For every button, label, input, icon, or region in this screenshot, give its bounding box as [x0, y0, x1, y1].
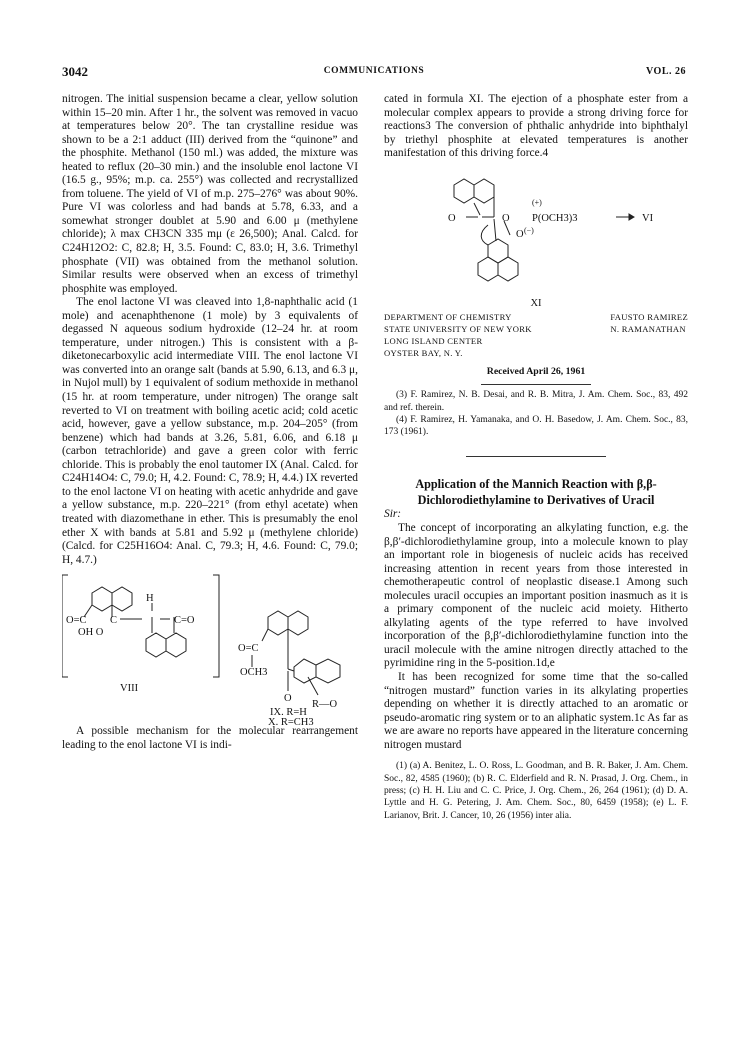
right-column	[384, 93, 688, 822]
label-ix: IX. R=H	[270, 707, 307, 719]
institution-block: DEPARTMENT OF CHEMISTRY STATE UNIVERSITY OF NEW YORK LONG ISLAND CENTER OYSTER BAY, N. Y.	[384, 311, 532, 358]
volume-label: VOL. 26	[646, 66, 686, 77]
author-names: FAUSTO RAMIREZ N. RAMANATHAN	[610, 311, 688, 334]
running-title: COMMUNICATIONS	[323, 66, 425, 76]
left-paragraph-2: The enol lactone VI was cleaved into 1,8-naphthalic acid (1 mole) and acenaphthenone (1 mole) by 3 equivalents of degassed N aqueous sodium hydroxide (12–24 hr. at room temperature, under nitrogen.) This is consistent with a β-diketonecarboxylic acid intermediate VIII. The enol lactone VI was converted into an orange salt (bands at 5.90, 6.13, and 6.3 μ, in Nujol mull) by 1 equivalent of sodium methoxide in methanol (15 hr. at room temperature, under nitrogen) The orange salt reverted to VI on treatment with boiling acetic acid; cold acetic acid, however, gave a yellow substance, m.p. 204–205° (from benzene) which had bands at 3.26, 5.81, 6.06, and 6.18 μ (carbon tetrachloride) and gave a green color with ferric chloride. This is probably the enol tautomer IX (Anal. Calcd. for C24H14O4: C, 79.0; H, 4.2. Found: C, 78.9; H, 4.4.) IX reverted to the enol lactone VI on heating with acetic anhydride and gave a yellow substance, m.p. 220–221° (from ethyl acetate) when treated with diazomethane in ether. This is presumably the enol ether X with bands at 5.81 and 5.92 μ (methylene chloride) (Calcd. for C25H16O4: Anal. C, 79.3; H, 4.6. Found: C, 79.0; H, 4.7.)	[62, 296, 358, 566]
xi-phosphonium: P(OCH3)3	[532, 212, 578, 224]
reference-4: (4) F. Ramirez, H. Yamanaka, and O. H. Basedow, J. Am. Chem. Soc., 83, 173 (1961).	[384, 414, 688, 438]
xi-charge-plus: (+)	[532, 197, 542, 207]
label-xi: XI	[530, 297, 542, 309]
right-paragraph-2: The concept of incorporating an alkylating function, e.g. the β,β′-dichlorodiethylamine group, into a molecule known to play an important role in biogenesis of nucleic acids has received increasing attention in recent years from those interested in chemotherapeutic control of neoplastic disease.1 Among such molecules uracil occupies an important position inasmuch as it is a primary component of the nucleic acid moiety. Hitherto alkylating agents of the type referred to have involved incorporation of the β,β′-dichlorodiethylamine function into the uracil molecule with the amine nitrogen directly attached to the pyrimidine ring in the 5-position.1d,e	[384, 522, 688, 670]
x-methoxy: OCH3	[240, 667, 268, 679]
structure-figure-xi	[384, 161, 688, 297]
received-date: Received April 26, 1961	[486, 365, 586, 377]
ix-keto-oxygen: O	[284, 693, 292, 705]
divider-short	[481, 384, 591, 385]
left-column	[62, 93, 358, 752]
reference-3: (3) F. Ramirez, N. B. Desai, and R. B. Mitra, J. Am. Chem. Soc., 83, 492 and ref. therein.	[384, 390, 688, 413]
xi-anion-oxygen: O	[516, 228, 524, 240]
viii-carbon: C	[110, 615, 118, 627]
viii-h-atom: H	[146, 593, 154, 605]
divider-article	[466, 456, 606, 457]
left-paragraph-1: nitrogen. The initial suspension became a clear, yellow solution within 15–20 min. After 1 hr., the solvent was removed in vacuo at temperatures below 20°. The tan crystalline residue was shown to be a 2:1 adduct (III) derived from the “quinone” and the phosphite. Methanol (150 ml.) was added, the mixture was heated to reflux (20–30 min.) and the insoluble enol lactone VI (16.5 g., 95%; m.p. ca. 255°) was collected and recrystallized from toluene. The yield of VI of m.p. 275–276° was about 90%. Pure VI was colorless and had bands at 5.78, 6.33, and a somewhat stronger doublet at 5.90 and 6.00 μ (methylene chloride); λ max CH3CN 335 mμ (ε 26,500); Anal. Calcd. for C24H12O2: C, 82.8; H, 3.5. Found: C, 83.0; H, 3.6. Trimethyl phosphate (VII) was obtained from the methanol solution. Similar results were observed when an excess of trimethyl phosphite was employed.	[62, 93, 358, 295]
xi-bridge-oxygen: O	[502, 212, 510, 224]
xi-product-label: VI	[642, 212, 654, 224]
xi-carbonyl-oxygen: O	[448, 212, 456, 224]
ix-carbonyl: O=C	[238, 643, 259, 655]
ix-enol-group: R—O	[312, 699, 338, 711]
page-header	[62, 64, 686, 80]
label-viii: VIII	[120, 683, 139, 695]
structure-figure-viii-ix-x	[62, 567, 358, 725]
page-number: 3042	[62, 64, 88, 79]
xi-charge-minus: (−)	[524, 225, 534, 235]
author-affiliation	[384, 311, 688, 365]
viii-ketone: C=O	[174, 615, 195, 627]
footnotes	[384, 760, 688, 821]
viii-hydroxyl: OH O	[78, 627, 104, 639]
article-title: Application of the Mannich Reaction with β,β-Dichlorodiethylamine to Derivatives of Uracil	[415, 477, 657, 507]
viii-acid-carbonyl: O=C	[66, 615, 87, 627]
right-paragraph-1: cated in formula XI. The ejection of a phosphate ester from a molecular complex appears to provide a strong driving force for reactions3 The conversion of phthalic anhydride into biphthalyl by triethyl phosphite at elevated temperatures is another manifestation of this driving force.4	[384, 93, 688, 160]
reference-1: (1) (a) A. Benitez, L. O. Ross, L. Goodman, and B. R. Baker, J. Am. Chem. Soc., 82, 4585 (1960); (b) R. C. Elderfield and R. N. Prasad, J. Org. Chem., in press; (c) H. H. Liu and C. C. Price, J. Org. Chem., 26, 264 (1961); (d) D. A. Lyttle and H. G. Petering, J. Am. Chem. Soc., 80, 6459 (1958); (e) L. F. Larianov, Brit. J. Cancer, 10, 26 (1956) inter alia.	[384, 761, 688, 821]
salutation: Sir:	[384, 508, 402, 521]
label-x: X. R=CH3	[268, 717, 314, 726]
right-paragraph-3: It has been recognized for some time that the so-called “nitrogen mustard” function varies in its alkylating properties depending on whether it is directly attached to an aromatic or pseudo-aromatic ring system or to an aliphatic system.1c As far as we are aware no reports have appeared in the literature concerning nitrogen mustard	[384, 671, 688, 751]
left-paragraph-3: A possible mechanism for the molecular rearrangement leading to the enol lactone VI is indi-	[62, 725, 358, 751]
